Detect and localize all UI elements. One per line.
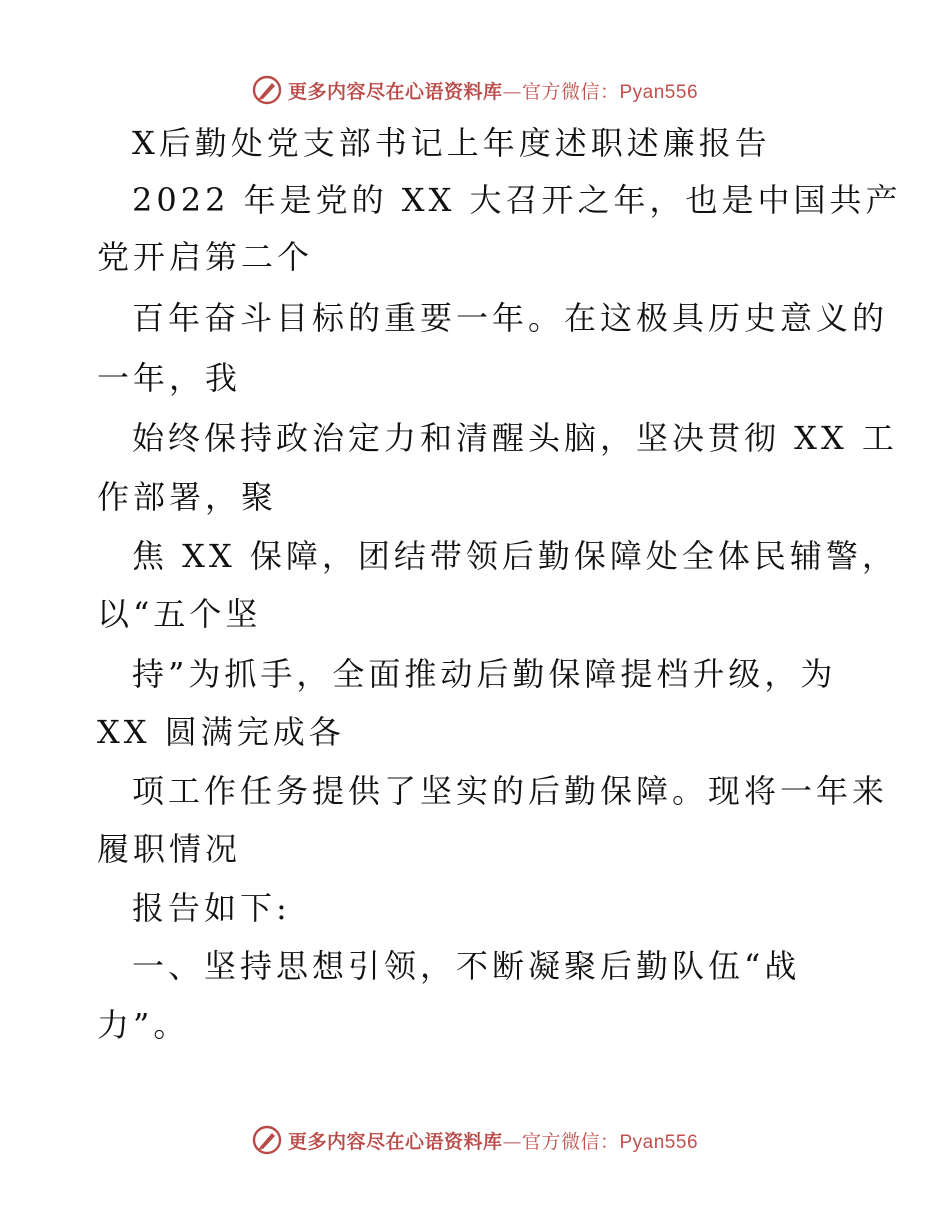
watermark-wechat-id: Pyan556 [619, 81, 699, 103]
watermark-brand: 更多内容尽在心语资料库 [287, 80, 503, 103]
watermark-wechat-id: Pyan556 [619, 1131, 699, 1153]
section-heading: 一、坚持思想引领，不断凝聚后勤队伍“战 [132, 947, 801, 985]
paragraph-line: 作部署，聚 [97, 478, 278, 516]
paragraph-line: 始终保持政治定力和清醒头脑，坚决贯彻 XX 工 [132, 419, 898, 457]
document-title: X后勤处党支部书记上年度述职述廉报告 [132, 124, 771, 162]
quill-pen-circle-icon [252, 1125, 282, 1155]
watermark-separator: — [502, 1130, 522, 1153]
paragraph-line: 履职情况 [97, 830, 242, 868]
paragraph-line: 党开启第二个 [97, 238, 314, 276]
watermark-brand: 更多内容尽在心语资料库 [287, 1130, 503, 1153]
paragraph-line: 焦 XX 保障，团结带领后勤保障处全体民辅警， [132, 537, 898, 575]
paragraph-line: 报告如下: [132, 889, 291, 927]
paragraph-line: XX 圆满完成各 [97, 713, 345, 751]
paragraph-line: 2022 年是党的 XX 大召开之年，也是中国共产 [132, 181, 902, 219]
paragraph-line: 持”为抓手，全面推动后勤保障提档升级，为 [132, 655, 837, 693]
watermark-text [288, 1127, 698, 1154]
watermark-footer [0, 1120, 950, 1160]
paragraph-line: 一年，我 [97, 359, 242, 397]
paragraph-line: 以“五个坚 [97, 595, 262, 633]
watermark-separator: — [502, 80, 522, 103]
watermark-wechat-label: 官方微信： [521, 1130, 620, 1153]
section-heading-continuation: 力”。 [97, 1006, 190, 1044]
paragraph-line: 项工作任务提供了坚实的后勤保障。现将一年来 [132, 772, 889, 810]
watermark-wechat-label: 官方微信： [521, 80, 620, 103]
paragraph-line: 百年奋斗目标的重要一年。在这极具历史意义的 [132, 299, 889, 337]
